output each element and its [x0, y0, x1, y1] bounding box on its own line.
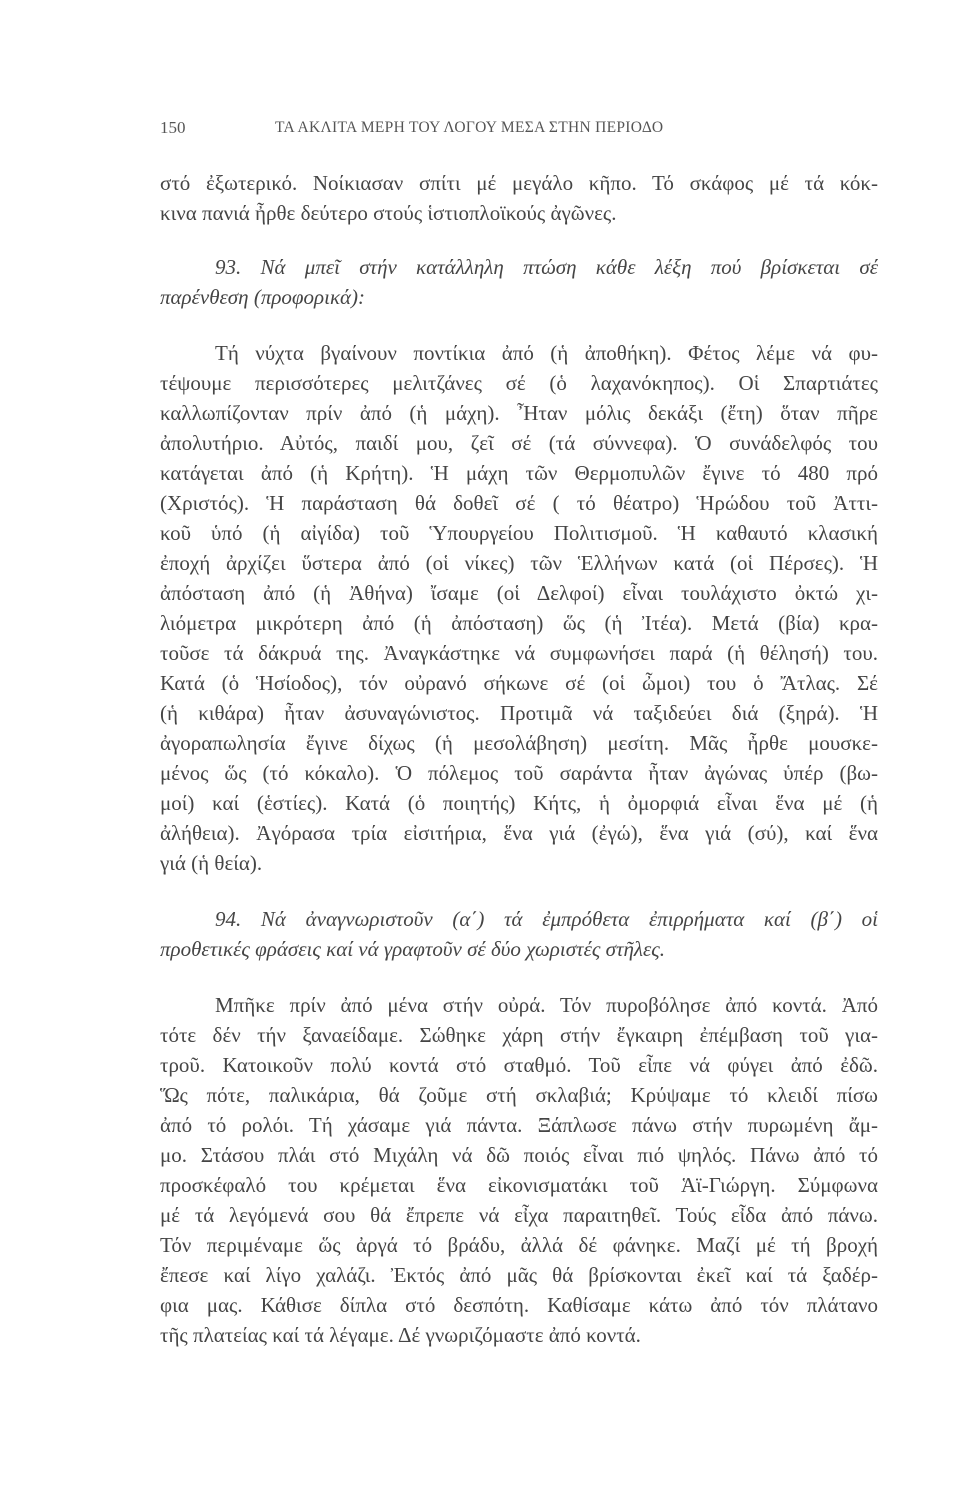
text-line: κοῦ ὑπό (ἡ αἰγίδα) τοῦ Ὑπουργείου Πολιτισμοῦ. Ἡ καθαυτό κλασική	[160, 521, 878, 545]
page-body	[160, 168, 878, 1350]
text-line: Κατά (ὁ Ἡσίοδος), τόν οὐρανό σήκωνε σέ (οἱ ὦμοι) του ὁ Ἄτλας. Σέ	[160, 671, 878, 695]
text-line: Ὥς πότε, παλικάρια, θά ζοῦμε στή σκλαβιά; Κρύψαμε τό κλειδί πίσω	[160, 1083, 878, 1107]
text-line: τροῦ. Κατοικοῦν πολύ κοντά στό σταθμό. Τοῦ εἶπε νά φύγει ἀπό ἐδῶ.	[160, 1053, 878, 1077]
text-line: ἀπολυτήριο. Αὐτός, παιδί μου, ζεῖ σέ (τά σύννεφα). Ὁ συνάδελφός του	[160, 431, 878, 455]
text-line: τέψουμε περισσότερες μελιτζάνες σέ (ὁ λαχανόκηπος). Οἱ Σπαρτιάτες	[160, 371, 878, 395]
text-line: λιόμετρα μικρότερη ἀπό (ἡ ἀπόσταση) ὥς (ἡ Ἰτέα). Μετά (βία) κρα-	[160, 611, 878, 635]
exercise-94-body	[160, 990, 878, 1350]
text-line: μοί) καί (ἑστίες). Κατά (ὁ ποιητής) Κήτς, ἡ ὀμορφιά εἶναι ἕνα μέ (ἡ	[160, 791, 878, 815]
text-line: προσκέφαλό του κρέμεται ἕνα εἰκονισματάκι τοῦ Ἁϊ-Γιώργη. Σύμφωνα	[160, 1173, 878, 1197]
page-header	[160, 118, 880, 142]
text-line: ἀγοραπωλησία ἔγινε δίχως (ἡ μεσολάβηση) μεσίτη. Μᾶς ἦρθε μουσκε-	[160, 731, 878, 755]
text-line: Τή νύχτα βγαίνουν ποντίκια ἀπό (ἡ ἀποθήκη). Φέτος λέμε νά φυ-	[215, 341, 878, 365]
text-line: ἐποχή ἀρχίζει ὕστερα ἀπό (οἱ νίκες) τῶν Ἑλλήνων κατά (οἱ Πέρσες). Ἡ	[160, 551, 878, 575]
text-line: ἀπόσταση ἀπό (ἡ Ἀθήνα) ἴσαμε (οἱ Δελφοί) εἶναι τουλάχιστο ὀκτώ χι-	[160, 581, 878, 605]
text-line: Τόν περιμέναμε ὥς ἀργά τό βράδυ, ἀλλά δέ φάνηκε. Μαζί μέ τή βροχή	[160, 1233, 878, 1257]
paragraph-intro	[160, 168, 878, 228]
exercise-heading-line: 94. Νά ἀναγνωριστοῦν (α΄) τά ἐμπρόθετα ἐπιρρήματα καί (β΄) οἱ	[215, 907, 878, 931]
exercise-heading-line: παρένθεση (προφορικά):	[160, 285, 366, 309]
text-line: (ἡ κιθάρα) ἦταν ἀσυναγώνιστος. Προτιμᾶ νά ταξιδεύει διά (ξηρά). Ἡ	[160, 701, 878, 725]
exercise-heading-line: 93. Νά μπεῖ στήν κατάλληλη πτώση κάθε λέξη πού βρίσκεται σέ	[215, 255, 878, 279]
text-line: στό ἐξωτερικό. Νοίκιασαν σπίτι μέ μεγάλο κῆπο. Τό σκάφος μέ τά κόκ-	[160, 171, 878, 195]
page-number: 150	[160, 118, 186, 137]
exercise-93-body	[160, 338, 878, 878]
text-line: μέ τά λεγόμενά σου θά ἔπρεπε νά εἶχα παραιτηθεῖ. Τούς εἶδα ἀπό πάνω.	[160, 1203, 878, 1227]
text-line: καλλωπίζονταν πρίν ἀπό (ἡ μάχη). Ἦταν μόλις δεκάξι (ἔτη) ὅταν πῆρε	[160, 401, 878, 425]
exercise-heading-line: προθετικές φράσεις καί νά γραφτοῦν σέ δύο χωριστές στῆλες.	[160, 937, 666, 961]
text-line: γιά (ἡ θεία).	[160, 851, 263, 875]
text-line: (Χριστός). Ἡ παράσταση θά δοθεῖ σέ ( τό θέατρο) Ἡρώδου τοῦ Ἀττι-	[160, 491, 878, 515]
text-line: φια μας. Κάθισε δίπλα στό δεσπότη. Καθίσαμε κάτω ἀπό τόν πλάτανο	[160, 1293, 878, 1317]
text-line: κατάγεται ἀπό (ἡ Κρήτη). Ἡ μάχη τῶν Θερμοπυλῶν ἔγινε τό 480 πρό	[160, 461, 878, 485]
text-line: τότε δέν τήν ξαναείδαμε. Σώθηκε χάρη στήν ἔγκαιρη ἐπέμβαση τοῦ για-	[160, 1023, 878, 1047]
exercise-93-heading	[160, 252, 878, 312]
text-line: μένος ὥς (τό κόκαλο). Ὁ πόλεμος τοῦ σαράντα ἦταν ἀγώνας ὑπέρ (βω-	[160, 761, 878, 785]
text-line: μο. Στάσου πλάι στό Μιχάλη νά δῶ ποιός εἶναι πιό ψηλός. Πάνω ἀπό τό	[160, 1143, 878, 1167]
text-line: τῆς πλατείας καί τά λέγαμε. Δέ γνωριζόμαστε ἀπό κοντά.	[160, 1323, 641, 1347]
text-line: ἔπεσε καί λίγο χαλάζι. Ἐκτός ἀπό μᾶς θά βρίσκονται ἐκεῖ καί τά ξαδέρ-	[160, 1263, 878, 1287]
exercise-94-heading	[160, 904, 878, 964]
running-title: ΤΑ ΑΚΛΙΤΑ ΜΕΡΗ ΤΟΥ ΛΟΓΟΥ ΜΕΣΑ ΣΤΗΝ ΠΕΡΙΟΔΟ	[275, 119, 664, 136]
text-line: ἀπό τό ρολόι. Τή χάσαμε γιά πάντα. Ξάπλωσε πάνω στήν πυρωμένη ἄμ-	[160, 1113, 878, 1137]
text-line: κινα πανιά ἦρθε δεύτερο στούς ἱστιοπλοϊκούς ἀγῶνες.	[160, 201, 617, 225]
text-line: Μπῆκε πρίν ἀπό μένα στήν οὐρά. Τόν πυροβόλησε ἀπό κοντά. Ἀπό	[215, 993, 878, 1017]
text-line: τοῦσε τά δάκρυά της. Ἀναγκάστηκε νά συμφωνήσει παρά (ἡ θέλησή) του.	[160, 641, 878, 665]
text-line: ἀλήθεια). Ἀγόρασα τρία εἰσιτήρια, ἕνα γιά (ἐγώ), ἕνα γιά (σύ), καί ἕνα	[160, 821, 878, 845]
